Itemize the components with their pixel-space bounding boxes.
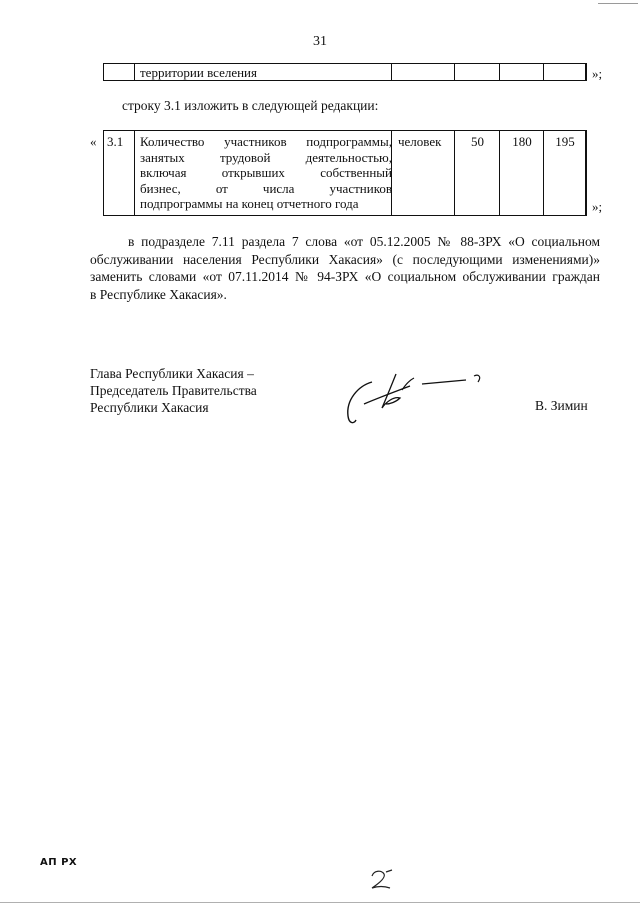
description-line [140,196,392,212]
instruction-text: строку 3.1 изложить в следующей редакции: [122,98,379,113]
opening-quote: « [90,134,97,149]
title-line: Председатель Правительства [90,383,257,398]
word: участников [329,180,392,196]
signatory-name: В. Зимин [535,398,588,413]
paragraph-line [90,233,600,251]
table-cell [392,64,455,80]
word: подпрограммы на конец отчетного года [140,196,359,211]
bottom-edge-line [0,902,640,903]
table-row-3-1 [103,130,587,216]
row-description [140,134,392,212]
signatory-title [90,365,257,416]
office-stamp: АП РХ [40,857,78,868]
line-text: в подразделе 7.11 раздела 7 слова «от 05.12.2005 № 88-ЗРХ «О социальном [128,234,600,249]
line-text: заменить словами «от 07.11.2014 № 94-ЗРХ «О социальном обслуживании граждан [90,269,600,284]
table-cell [104,64,135,80]
word: подпрограммы, [306,134,392,149]
table-cell [455,64,500,80]
table-fragment-top [103,63,587,81]
word: занятых [140,149,185,165]
table-cell [500,64,544,80]
table-cell [544,64,586,80]
paragraph-line [90,251,600,269]
description-line [140,134,392,150]
title-line: Глава Республики Хакасия – [90,366,254,381]
paragraph-line [90,268,600,286]
word: открывших [221,165,285,180]
word: собственный [320,165,392,180]
word: включая [140,165,187,180]
table-cell-text: территории вселения [140,65,257,80]
word: участников [224,134,287,149]
amendment-paragraph [90,233,600,303]
value-cell: 50 [471,134,484,149]
row-number: 3.1 [107,134,124,149]
word: Количество [140,134,205,149]
handwritten-mark [366,868,396,894]
description-line [140,165,392,181]
closing-quote: »; [592,199,603,214]
word: деятельностью, [305,149,392,165]
word: трудовой [219,149,271,165]
paragraph-line [90,286,600,304]
value-cell: 195 [555,134,575,149]
value-cell: 180 [512,134,532,149]
page-number: 31 [313,34,327,49]
line-text: в Республике Хакасия». [90,286,227,302]
handwritten-signature [338,362,488,432]
title-line: Республики Хакасия [90,400,209,415]
word: бизнес, [140,180,181,196]
description-line [140,150,392,166]
word: числа [262,180,295,196]
description-line [140,181,392,197]
word: от [215,180,228,196]
line-text: обслуживании населения Республики Хакасия» (с последующими изменениями)» [90,251,600,267]
top-edge-line [598,3,638,4]
unit-cell: человек [398,134,442,149]
closing-quote: »; [592,66,603,81]
